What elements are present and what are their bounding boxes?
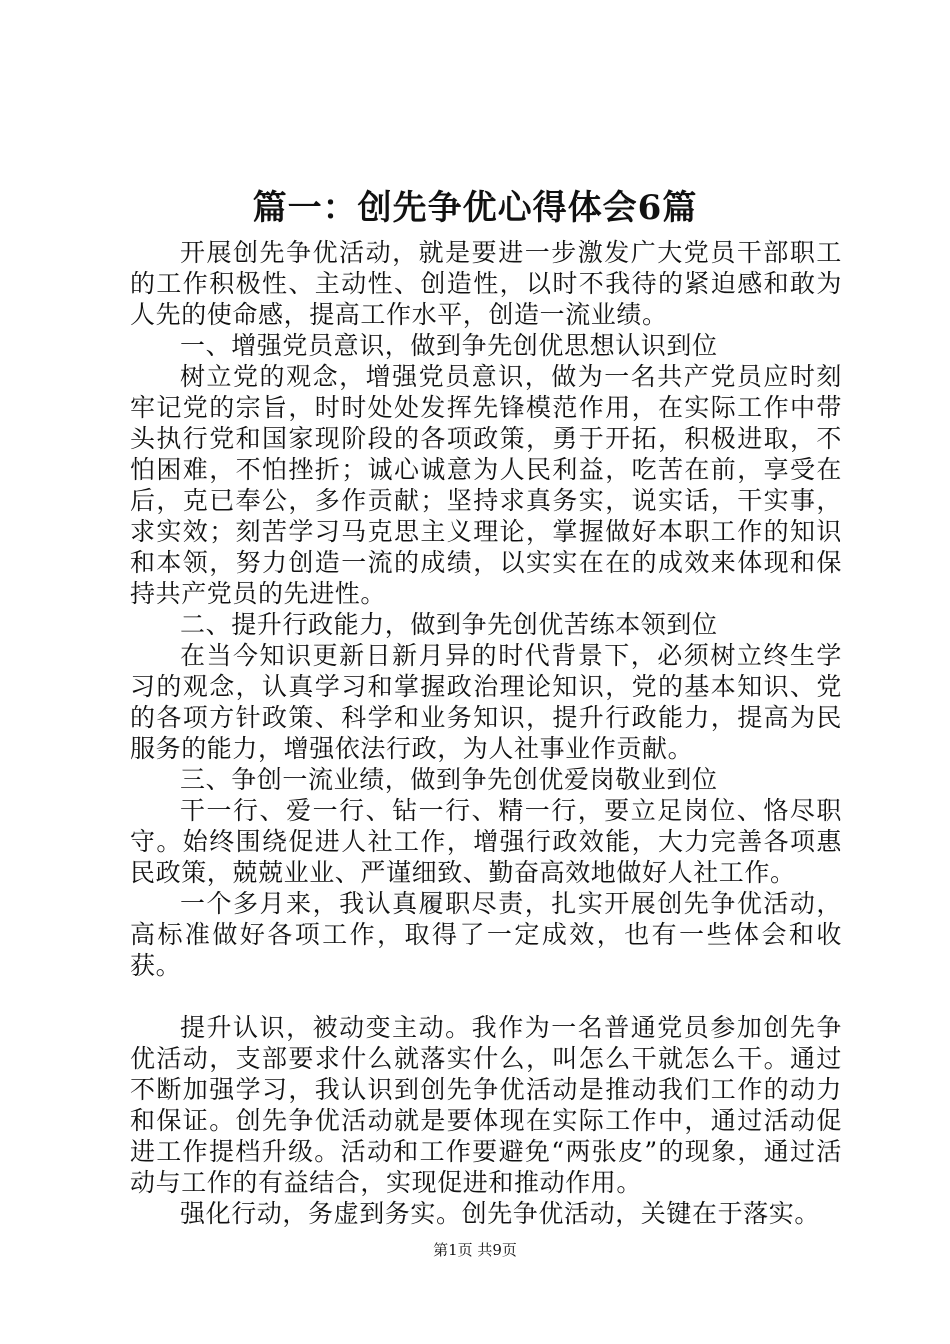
paragraph-awareness: 提升认识，被动变主动。我作为一名普通党员参加创先争优活动，支部要求什么就落实什么，叫怎么干就怎么干。通过不断加强学习，我认识到创先争优活动是推动我们工作的动力和保证。创先争优活动就是要体现在实际工作中，通过活动促进工作提档升级。活动和工作要避免“两张皮”的现象，通过活动与工作的有益结合，实现促进和推动作用。 [130,1013,842,1197]
document-body [130,237,842,1229]
section-heading-1: 一、增强党员意识，做到争先创优思想认识到位 [180,331,718,360]
section-heading-2: 二、提升行政能力，做到争先创优苦练本领到位 [180,610,718,639]
paragraph-action: 强化行动，务虚到务实。创先争优活动，关键在于落实。 [180,1199,821,1228]
paragraph-spacer [130,981,842,1012]
paragraph-section-2: 在当今知识更新日新月异的时代背景下，必须树立终生学习的观念，认真学习和掌握政治理论知识，党的基本知识、党的各项方针政策、科学和业务知识，提升行政能力，提高为民服务的能力，增强依法行政，为人社事业作贡献。 [130,641,842,763]
paragraph-section-3: 干一行、爱一行、钻一行、精一行，要立足岗位、恪尽职守。始终围绕促进人社工作，增强行政效能，大力完善各项惠民政策，兢兢业业、严谨细致、勤奋高效地做好人社工作。 [130,796,842,887]
paragraph-summary: 一个多月来，我认真履职尽责，扎实开展创先争优活动，高标准做好各项工作，取得了一定成效，也有一些体会和收获。 [130,889,842,980]
page-number-footer: 第1页 共9页 [433,1241,517,1259]
section-heading-3: 三、争创一流业绩，做到争先创优爱岗敬业到位 [180,765,718,794]
paragraph-intro: 开展创先争优活动，就是要进一步激发广大党员干部职工的工作积极性、主动性、创造性，以时不我待的紧迫感和敢为人先的使命感，提高工作水平，创造一流业绩。 [130,238,842,329]
paragraph-section-1: 树立党的观念，增强党员意识，做为一名共产党员应时刻牢记党的宗旨，时时处处发挥先锋模范作用，在实际工作中带头执行党和国家现阶段的各项政策，勇于开拓，积极进取，不怕困难，不怕挫折；诚心诚意为人民利益，吃苦在前，享受在后，克已奉公，多作贡献；坚持求真务实，说实话，干实事，求实效；刻苦学习马克思主义理论，掌握做好本职工作的知识和本领，努力创造一流的成绩，以实实在在的成效来体现和保持共产党员的先进性。 [130,362,842,608]
document-title: 篇一：创先争优心得体会6篇 [252,188,698,228]
